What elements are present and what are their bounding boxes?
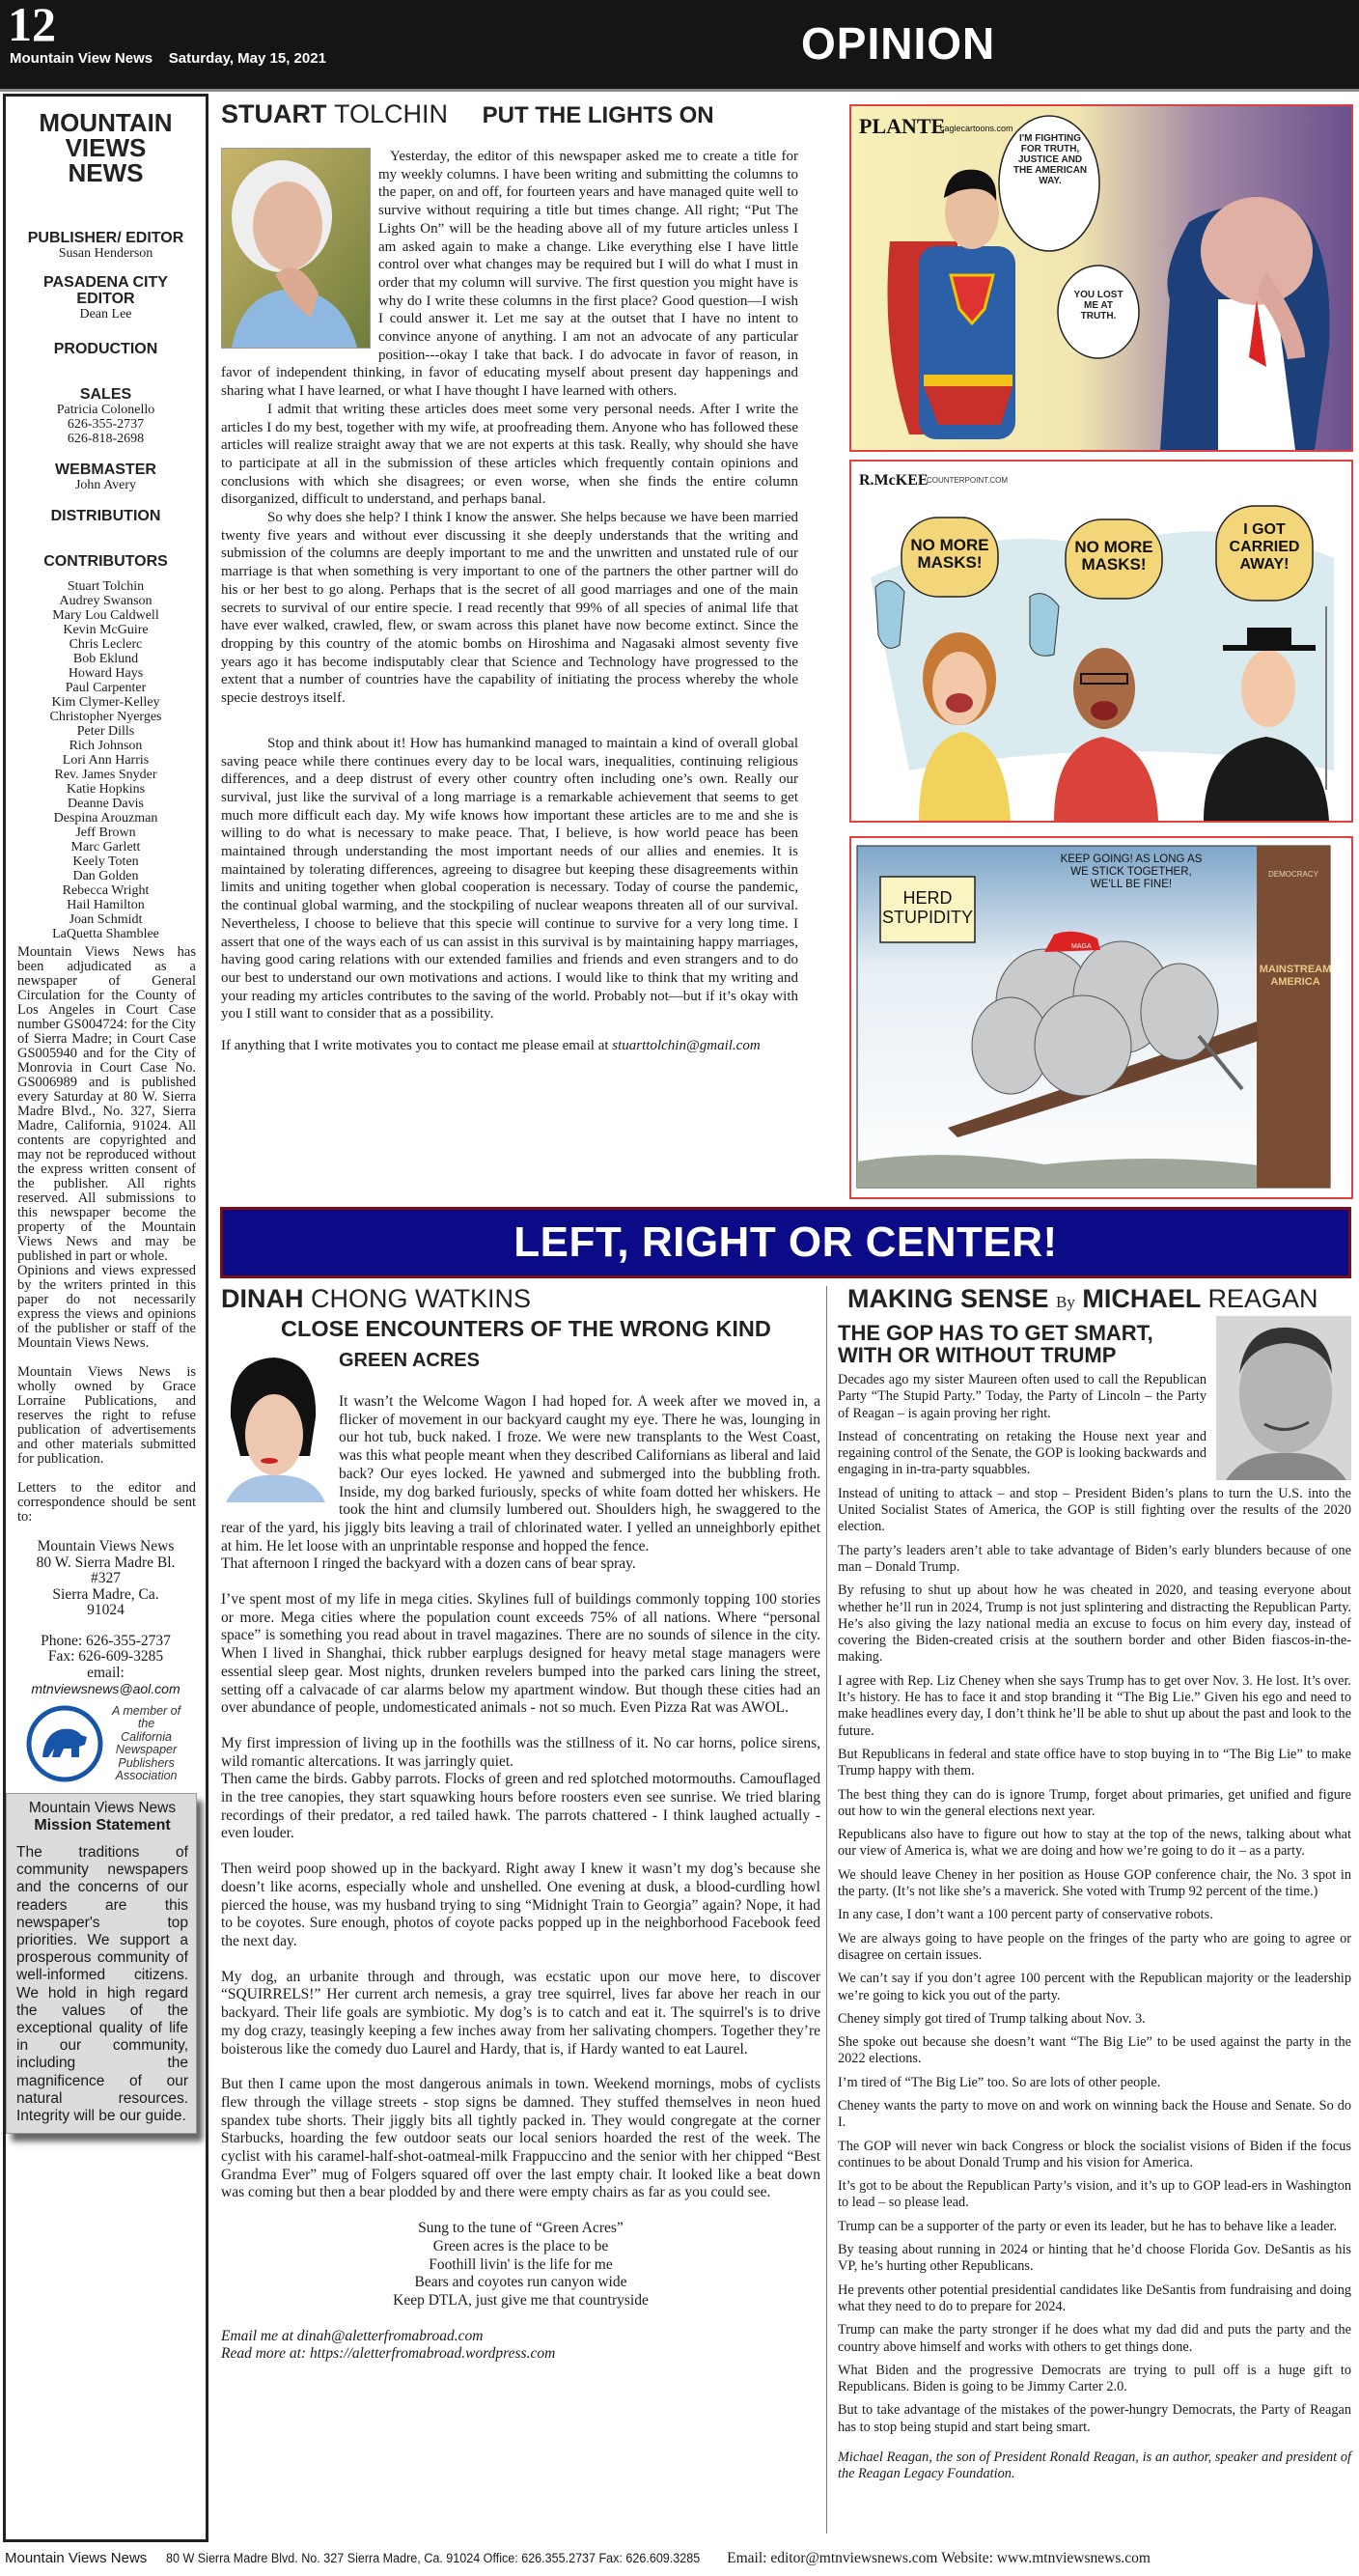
address-line: Mountain Views News [37,1538,175,1554]
contributor-name: Rev. James Snyder [54,768,157,782]
trunk-carving: DEMOCRACY [1267,870,1319,879]
speech-bubble: I GOT CARRIED AWAY! [1229,521,1300,573]
article-paragraph: I’m tired of “The Big Lie” too. So are lots of other people. [838,2074,1161,2090]
article-byline [221,99,798,148]
sign-text: HERD STUPIDITY [882,888,973,927]
article-paragraph: We should leave Cheney in her position as House GOP conference chair, the No. 3 spot in the party. (It’s not like she’s a maverick. She voted with Trump 92 percent of the time.) [838,1866,1351,1900]
article-paragraph: The best thing they can do is ignore Trump, forget about primaries, get unified and figure out how to win the general elections next year. [838,1786,1351,1819]
article-paragraph: Trump can make the party stronger if he does what my dad did and puts the party and the country above himself and works with others to get things done. [838,2322,1351,2355]
masthead-line: VIEWS [65,133,147,162]
article-paragraph: Decades ago my sister Maureen often used to call the Republican Party “The Stupid Party.” Today, the Party of Lincoln – the Party of Reagan – is again proving her right. [838,1372,1206,1421]
tree-trunk [1257,846,1330,1188]
author-photo [221,1350,327,1502]
contributor-name: Bob Eklund [72,652,139,666]
song-line: Foothill livin' is the life for me [429,2255,613,2273]
article-paragraph: It wasn’t the Welcome Wagon I had hoped for. A week after we moved in, a flicker of movement in our backyard caught my eye. There he was, lounging in our hot tub, buck naked. I froze. We were new transplants to the West Coast, was this what people meant when they described Californians as liberal and laid back? Our eyes locked. He yawned and submerged into the bubbling froth. Inside, my dog barked furiously, specks of white foam dotted her whiskers. He took the hint and clumsily lumbered out. Shoulders high, he swaggered to the rear of the yard, his jiggly bits leaving a trail of chlorinated water. I yelled an unneighborly epithet at him. He let loose with an unprintable response and hopped the fence. [221,1393,820,1554]
song-line: Keep DTLA, just give me that countryside [393,2291,649,2309]
article-paragraph: I admit that writing these articles does meet some very personal needs. After I write the articles I do my best, together with my wife, at proofreading them. Anyone who has followed these articles will realize straight away that we are not experts at this task. Really, why should she have to participate at all in the submission of these articles which frequently contain opinions and conclusions with which she disagrees; or even worse, when she finds the entire column disorganized, difficult to understand, and perhaps banal. [221,401,798,508]
contributor-name: Despina Arouzman [53,811,158,826]
cartoonist-signature: R.McKEE [859,472,929,489]
article-paragraph: The party’s leaders aren’t able to take advantage of Biden’s early blunders because of one man – Donald Trump. [838,1542,1351,1575]
article-paragraph: We are always going to have people on the fringes of the party who are going to agree or disagree on certain issues. [838,1930,1351,1963]
article-paragraph: Republicans also have to figure out how to stay at the top of the news, talking about what our view of America is, what we are doing and how we’re going to do it – as a party. [838,1827,1351,1860]
article-headline: PUT THE LIGHTS ON [482,102,714,128]
cnpa-line: Publishers [118,1755,175,1770]
mailing-address [6,1539,206,1696]
staff-title: PASADENA CITY EDITOR [43,274,168,307]
song-line: Bears and coyotes run canyon wide [414,2274,627,2291]
article-paragraph: Stop and think about it! How has humankind managed to maintain a kind of overall global saving peace while there continues every day to be local wars, inequalities, continuing religious differences, and a deep distrust of every other country often including one’s own. Really our survival, just like the survival of a long marriage is a remarkable achievement that seems to get much more difficult each day. My wife knows how important these articles are to me and she is willing to do what is necessary to make peace. That, I believe, is how world peace has been maintained through understanding the most important needs of our allies and enemies. It is maintained by tolerating differences, agreeing to disagree but keeping these disagreements within limits and uniting together when global cooperation is necessary. Today of course the pandemic, the continual global warming, and the stockpiling of nuclear weapons threaten all of our survival. Nevertheless, I choose to believe that this specie will continue to survive for a very long time. I assert that one of the ways each of us can assist in this survival is by maintaining happy marriages, having good caring relations with our extended families and friends and even strangers and to do our best to understand our own motivations and actions. I would like to think that my writing and your reading my articles contributes to the saving of the world. Probably not—but if it’s okay with you I still want to consider that as a possibility. [221,735,798,1022]
author-last: REAGAN [1207,1284,1318,1313]
author-photo [221,148,371,349]
masthead-line: MOUNTAIN [39,108,173,137]
contributor-name: Chris Leclerc [69,637,143,652]
political-cartoon-herd-stupidity [849,836,1353,1199]
opinions-disclaimer: Opinions and views expressed by the writers printed in this paper do not necessarily express the views and opinions of the publisher or staff of the Mountain Views News. [17,1263,196,1351]
cnpa-line: Newspaper [115,1743,178,1756]
masthead-title [6,110,206,185]
staff-name: Patricia Colonello [56,403,155,417]
contributor-name: Keely Toten [72,854,139,869]
cnpa-text [112,1705,180,1783]
cnpa-line: Association [115,1769,178,1782]
mission-statement [6,1793,197,2134]
fax-number: Fax: 626-609-3285 [47,1648,164,1665]
footer-paper-name: Mountain Views News [5,2550,148,2566]
cnpa-line: A member of [112,1703,181,1718]
article-paragraph: Trump can be a supporter of the party or even its leader, but he has to behave like a leader. [838,2218,1337,2234]
address-line: 91024 [87,1602,125,1618]
article-paragraph: By teasing about running in 2024 or hinting that he’d choose Florida Gov. DeSantis as his VP, he’s hurting other Republicans. [838,2242,1351,2275]
author-first: STUART [221,99,327,128]
cnpa-line: California [121,1729,172,1744]
article-paragraph: We can’t say if you don’t agree 100 percent with the Republican majority or the leadership we’re going to kick you out of the party. [838,1971,1351,2003]
author-first: DINAH [221,1284,304,1313]
email-link[interactable]: mtnviewsnews@aol.com [31,1681,180,1696]
elephant-head [1201,197,1313,305]
article-paragraph: My first impression of living up in the foothills was the stillness of it. No car horns, police sirens, wild romantic altercations. It was jarringly quiet. [221,1734,820,1770]
article-paragraph: Then came the birds. Gabby parrots. Flocks of green and red splotched motormouths. Camouflaged in the tree canopies, they start squawking hours before roosters even see sunrise. We tried blaring recordings of their predator, a red tailed hawk. The parrots chattered - I think laughed actually - even louder. [221,1771,820,1842]
face-mask-icon [875,581,904,649]
political-cartoon-masks [849,460,1353,823]
contributor-name: Howard Hays [68,666,144,681]
article-paragraph: Instead of uniting to attack – and stop – President Biden’s plans to turn the U.S. into the United Socialist States of America, the GOP is still fighting over the results of the 2020 election. [838,1485,1351,1535]
staff-title: PRODUCTION [53,341,158,357]
contributor-name: Mary Lou Caldwell [52,608,159,623]
banner-title: LEFT, RIGHT OR CENTER! [513,1218,1058,1266]
cnpa-membership [6,1696,206,1783]
author-photo [1216,1316,1351,1480]
contributor-name: Paul Carpenter [65,681,147,695]
speech-bubble: NO MORE MASKS! [910,537,989,572]
article-paragraph: She spoke out because she doesn’t want “The Big Lie” to be used against the party in the 2022 elections. [838,2034,1351,2067]
article-paragraph: But Republicans in federal and state office have to stop buying in to “The Big Lie” to make Trump happy with them. [838,1746,1351,1779]
page-header [0,0,1359,92]
song-lyrics [221,2220,820,2310]
article-paragraph: My dog, an urbanite through and through, was ecstatic upon our move here, to discover “SQUIRRELS!” Her current arch nemesis, a gray tree squirrel, lives far above her reach in our backyard. Their life goals are symbiotic. My dog’s is to catch and eat it. The squirrel's is to drive my dog crazy, teasingly keeping a few inches away from her salivating chompers. Together they’re boisterous like the comedy duo Laurel and Hardy, that is, if Hardy wanted to eat Laurel. [221,1968,820,2058]
column-name: MAKING SENSE [847,1284,1049,1313]
mission-body: The traditions of community newspapers and the concerns of our readers are this newspaper's top priorities. We support a prosperous community of well-informed citizens. We hold in high regard the values of the exceptional quality of life in our community, including the magnificence of our natural resources. Integrity will be our guide. [16,1844,188,2125]
contributor-name: Rich Johnson [69,739,143,753]
face-mask-icon [1030,594,1059,657]
article-paragraph: It’s got to be about the Republican Party’s vision, and it’s up to GOP lead-ers in Washington to lead – so please lead. [838,2178,1351,2211]
masthead-line: NEWS [68,158,144,187]
trunk-label: MAINSTREAM AMERICA [1259,964,1332,988]
cartoon-credit: COUNTERPOINT.COM [927,476,1008,485]
article-paragraph: He prevents other potential presidential candidates like DeSantis from fundraising and doing what they need to do to prepare for 2024. [838,2282,1351,2314]
article-subhead: GREEN ACRES [339,1350,480,1371]
contributor-name: Christopher Nyerges [49,710,162,724]
staff-phone: 626-818-2698 [67,432,145,446]
article-paragraph: I’ve spent most of my life in mega cities. Skylines full of buildings commonly topping 100 stories or more. Mega cities where the population count exceeds 75% of all nations. Where “personal space” is something you read about in travel magazines. There are no sounds of silence in the city. When I lived in Shanghai, thick rubber earplugs designed for heavy metal stage managers were essential sleep gear. Most nights, drunken revelers bumped into the parked cars lining the street, setting off a calvacade of car alarms below my apartment window. But though these cities had an over abundance of people, undomesticated animals - not so much. Even Pizza Rat was AWOL. [221,1591,820,1717]
contributor-name: Katie Hopkins [66,782,146,797]
contributor-name: Dan Golden [72,869,139,883]
contributor-name: Stuart Tolchin [67,579,145,594]
page-footer [5,2550,1356,2567]
speech-bubble: NO MORE MASKS! [1074,539,1153,574]
contact-text: If anything that I write motivates you to contact me please email at [221,1038,613,1054]
article-paragraph: The GOP will never win back Congress or block the socialist visions of Biden if the focus continues to be about Donald Trump and his vision for America. [838,2138,1351,2170]
contributor-name: Kevin McGuire [63,623,149,637]
footer-address: 80 W Sierra Madre Blvd. No. 327 Sierra Madre, Ca. 91024 Office: 626.355.2737 Fax: 626.609.3285 [166,2551,701,2565]
song-line: Sung to the tune of “Green Acres” [418,2220,624,2237]
staff-title: PUBLISHER/ EDITOR [27,230,184,246]
reagan-article [838,1284,1351,2490]
footer-contact: Email: editor@mtnviewsnews.com Website: www.mtnviewsnews.com [727,2550,1151,2566]
phone-number: Phone: 626-355-2737 [41,1632,171,1649]
article-paragraph: Then weird poop showed up in the backyard. Right away I knew it wasn’t my dog’s because she doesn’t like acorns, especially whole and unshelled. One evening at dusk, a blood-curdling howl pierced the house, was my husband trying to sing “Midnight Train to Georgia” again? Nope, it had to be coyotes. Sure enough, photos of coyote packs popped up in the neighborhood Facebook feed the next day. [221,1861,820,1949]
section-title: OPINION [801,18,996,69]
article-headline: CLOSE ENCOUNTERS OF THE WRONG KIND [281,1316,771,1341]
article-paragraph: I agree with Rep. Liz Cheney when she says Trump has to get over Nov. 3. He lost. It’s over. It’s history. He has to face it and stop branding it “The Big Lie.” Given his ego and need to make headlines every day, I don’t think he’ll be able to shut up about the past and look to the future. [838,1672,1351,1739]
staff-name: John Avery [74,478,137,492]
contributor-name: Rebecca Wright [62,883,150,898]
staff-phone: 626-355-2737 [67,417,145,432]
cnpa-bear-logo-icon [25,1704,104,1783]
contributor-name: LaQuetta Shamblee [52,927,159,941]
staff-title: DISTRIBUTION [50,508,161,524]
letters-notice: Letters to the editor and correspondence should be sent to: [17,1480,196,1525]
author-email[interactable]: stuarttolchin@gmail.com [612,1038,761,1054]
staff-title: SALES [79,386,132,403]
tolchin-article [221,99,798,1055]
address-line: 80 W. Sierra Madre Bl. [36,1554,176,1571]
author-first: MICHAEL [1082,1284,1201,1313]
article-paragraph: So why does she help? I think I know the answer. She helps because we have been married twenty five years and without ever discussing it she deeply understands that the writing and submission of the columns are deeply important to me and the unwritten and unstated rule of our marriage is that when something is very important to one of the partners the other partner will do his or her best to go along. Perhaps that is the secret of all good marriages and one of the main secrets to survival of our entire specie. I read recently that 99% of all species of animal life that have ever walked, crawled, flew, or swam across this planet have now become extinct. Since the dropping by this country of the atomic bombs on Hiroshima and Nagasaki almost seventy five years ago it has become indisputably clear that Science and Technology have progressed to the extent that a number of countries have the capability of initiating the process whereby the whole specie destroys itself. [221,510,798,707]
ownership-notice: Mountain Views News is wholly owned by Grace Lorraine Publications, and reserves the right to refuse publication of advertisements and other materials submitted for publication. [17,1364,196,1467]
mission-subtitle: Mission Statement [34,1817,171,1834]
article-paragraph: What Biden and the progressive Democrats are trying to pull off is a huge gift to Republicans. Biden is going to be Jimmy Carter 2.0. [838,2362,1351,2395]
article-byline [847,1284,1351,1314]
article-paragraph: Instead of concentrating on retaking the House next year and regaining control of the Senate, the GOP is looking backwards and engaging in in-tra-party squabbles. [838,1428,1206,1478]
article-paragraph: Yesterday, the editor of this newspaper asked me to create a title for my weekly columns. I have been writing and submitting the columns to the paper, on and off, for fourteen years and have managed quite well to survive without requiring a title but times change. All right; “Put The Lights On” will be the heading above all of my future articles unless I am asked again to make a change. Like everything else I have little control over what changes may be required but I will do what I must in order that my column will survive. The first question you might have is why do I write these columns in the first place? Good question—I wish I could answer it. Let me say at the outset that I have no intent to convince anyone of anything. I am not an advocate of any particular position---okay I take that back. I do advocate in favor of reason, in favor of independent thinking, in favor of educating myself about present day happenings and sharing what I have learned, or what I have thought I have learned with others. [221,149,798,400]
headline-line: WITH OR WITHOUT TRUMP [838,1343,1117,1367]
author-email[interactable]: Email me at dinah@aletterfromabroad.com [221,2327,484,2344]
email-label: email: [87,1664,125,1681]
contact-line [221,1037,798,1055]
contributor-name: Hail Hamilton [67,898,145,912]
contributor-name: Kim Clymer-Kelley [51,695,160,710]
address-line: #327 [91,1570,121,1586]
political-cartoon-superman [849,104,1353,452]
contributors-list [6,579,206,941]
paper-name: Mountain View News [10,50,153,67]
contributor-name: Peter Dills [76,724,135,739]
headline-line: THE GOP HAS TO GET SMART, [838,1321,1153,1345]
author-bio: Michael Reagan, the son of President Ronald Reagan, is an author, speaker and president of the Reagan Legacy Foundation. [838,2450,1351,2482]
masthead-sidebar [3,94,208,2542]
article-byline [221,1284,820,1314]
contributor-name: Joan Schmidt [69,912,143,927]
article-paragraph: But to take advantage of the mistakes of the power-hungry Democrats, the Party of Reagan has to stop being stupid and start being smart. [838,2402,1351,2435]
article-paragraph: In any case, I don’t want a 100 percent party of conservative robots. [838,1907,1213,1923]
hat-text: MAGA [1071,943,1092,950]
speech-bubble: I'M FIGHTING FOR TRUTH, JUSTICE AND THE AMERICAN WAY. [1012,133,1088,186]
staff-name: Susan Henderson [58,246,153,261]
section-banner [220,1207,1351,1278]
song-line: Green acres is the place to be [432,2237,609,2254]
article-paragraph: By refusing to shut up about how he was cheated in 2020, and teasing everyone about whether he’ll run in 2024, Trump is not just splintering and distracting the Republican Party. He’s also giving the lazy national media an excuse to focus on him every day, instead of covering the Biden-created crisis at the southern border and other Biden fiascos-in-the-making. [838,1582,1351,1666]
column-divider [826,1286,827,2534]
speech-bubble: YOU LOST ME AT TRUTH. [1073,290,1123,322]
contributor-name: Lori Ann Harris [62,753,150,768]
address-line: Sierra Madre, Ca. [52,1585,159,1603]
contributor-name: Audrey Swanson [59,594,153,608]
issue-date: Saturday, May 15, 2021 [168,50,326,67]
cnpa-line: the [137,1717,155,1730]
mission-title: Mountain Views News [28,1800,177,1816]
staff-title: WEBMASTER [55,462,156,478]
cartoon-credit: caglecartoons.com [940,124,1013,133]
legal-notice: Mountain Views News has been adjudicated as a newspaper of General Circulation for the County of Los Angeles in Court Case number GS004724: for the City of Sierra Madre; in Court Case GS005940 and for the City of Monrovia in Court Case No. GS006989 and is published every Saturday at 80 W. Sierra Madre Blvd., No. 327, Sierra Madre, California, 91024. All contents are copyrighted and may not be reproduced without the express written consent of the publisher. All rights reserved. All submissions to this newspaper become the property of the Mountain Views News and may be published in part or whole. [17,944,196,1264]
article-paragraph: But then I came upon the most dangerous animals in town. Weekend mornings, mobs of cyclists flew through the village streets - stop signs be damned. They stuffed themselves in neon hued spandex tube shorts. Their jiggly bits all tightly packed in. They would congregate at the corner Starbucks, hoarding the few outdoor seats our local seniors hoarded the rest of the week. The cyclist with his caramel-half-shot-oatmeal-milk Frappuccino and the senior with her chipped “Best Grandma Ever” mug of Folgers squared off over the last empty chair. It looked like a beat down was coming but then a bear plodded by and there were empty chairs as far as you could see. [221,2076,820,2201]
contributor-name: Jeff Brown [75,826,136,840]
contributors-title: CONTRIBUTORS [43,553,168,570]
author-last: TOLCHIN [334,99,449,128]
author-website[interactable]: Read more at: https://aletterfromabroad.wordpress.com [221,2345,556,2363]
cartoonist-signature: PLANTE [859,114,946,138]
page-number: 12 [8,0,56,51]
article-paragraph: Cheney simply got tired of Trump talking about Nov. 3. [838,2010,1146,2027]
staff-name: Dean Lee [79,307,132,322]
article-paragraph: That afternoon I ringed the backyard with a dozen cans of bear spray. [221,1555,636,1573]
article-paragraph: Cheney wants the party to move on and work on winning back the House and Senate. So do I. [838,2097,1351,2131]
header-dateline [10,50,326,67]
speech-bubble: KEEP GOING! AS LONG AS WE STICK TOGETHER, WE'LL BE FINE! [1060,854,1203,890]
author-last: CHONG WATKINS [311,1284,532,1313]
watkins-article [221,1284,820,2364]
by-label: By [1056,1293,1075,1311]
contributor-name: Deanne Davis [68,797,144,811]
contributor-name: Marc Garlett [70,840,141,854]
